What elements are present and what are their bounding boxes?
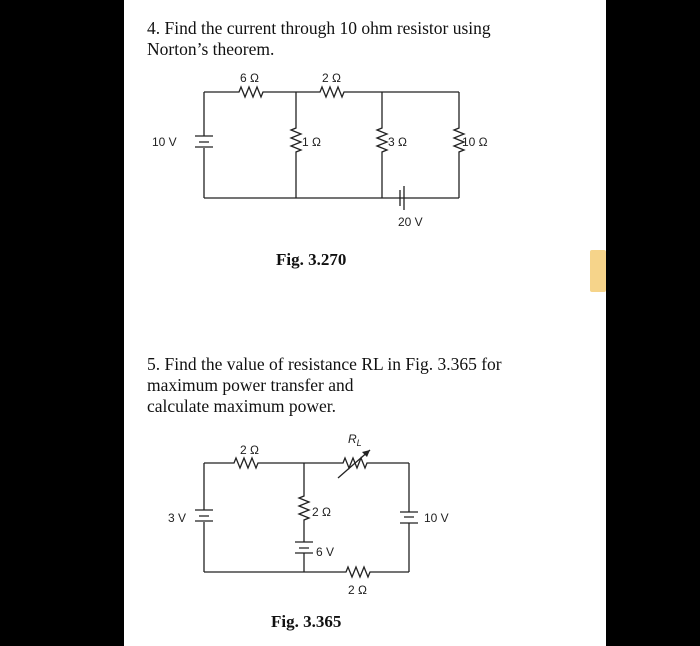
label-20-v: 20 V [398,215,423,229]
circuit-fig-3-365 [124,0,606,646]
document-page [124,0,606,646]
label-2-ohm-bottom: 2 Ω [348,583,367,597]
question-4-line-1: 4. Find the current through 10 ohm resistor using [147,18,491,38]
question-5-line-2: maximum power transfer and [147,375,354,395]
label-3-ohm: 3 Ω [388,135,407,149]
figure-caption-3-270: Fig. 3.270 [276,250,347,269]
label-3-v: 3 V [168,511,187,525]
question-5-line-1: 5. Find the value of resistance RL in Fig. 3.365 for [147,354,502,374]
label-6-v: 6 V [316,545,335,559]
label-10-ohm: 10 Ω [462,135,488,149]
label-10-v: 10 V [152,135,177,149]
question-4-line-2: Norton’s theorem. [147,39,275,59]
label-6-ohm: 6 Ω [240,71,259,85]
question-5-line-3: calculate maximum power. [147,396,337,416]
label-1-ohm: 1 Ω [302,135,321,149]
label-10-v-right: 10 V [424,511,449,525]
label-2-ohm: 2 Ω [322,71,341,85]
side-highlight-tab [590,250,606,292]
label-2-ohm-top: 2 Ω [240,443,259,457]
label-2-ohm-mid: 2 Ω [312,505,331,519]
label-rl: $R_L$ [348,432,362,448]
figure-caption-3-365: Fig. 3.365 [271,612,342,631]
